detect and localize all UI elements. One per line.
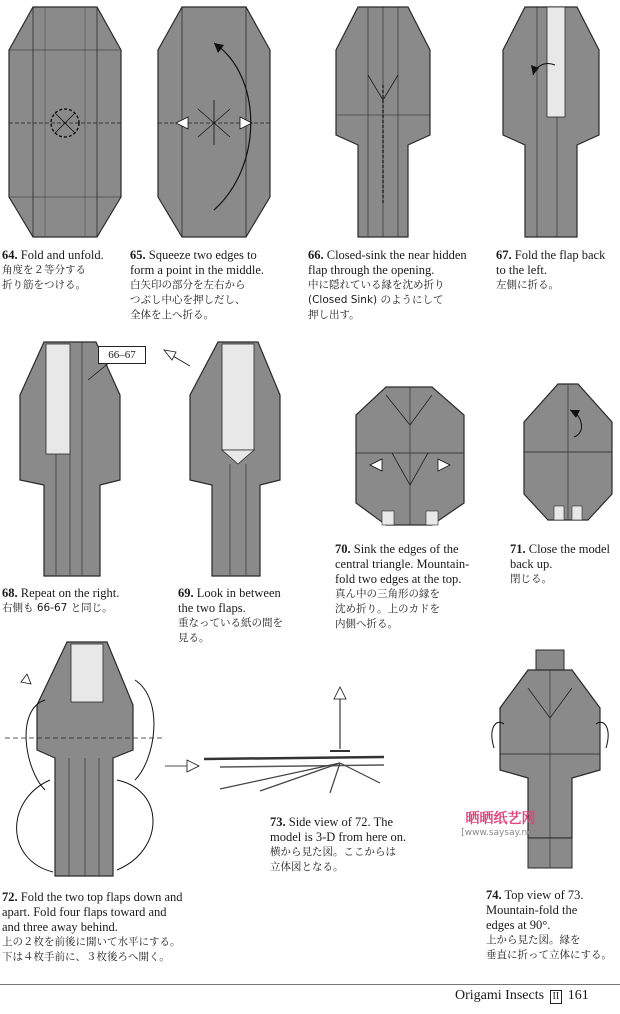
- diagram-step-71: [518, 382, 618, 527]
- caption-step-69: 69. Look in between the two flaps. 重なっている紙の間を 見る。: [178, 586, 283, 644]
- diagram-step-74: [492, 648, 608, 880]
- caption-step-65: 65. Squeeze two edges to form a point in the middle. 白矢印の部分を左右から つぶし中心を押しだし、 全体を上へ折る。: [130, 248, 265, 321]
- page-number: 161: [567, 988, 589, 1003]
- caption-step-71: 71. Close the model back up. 閉じる。: [510, 542, 610, 585]
- diagram-step-69: [160, 340, 285, 580]
- diagram-step-68: [12, 340, 132, 580]
- caption-step-70: 70. Sink the edges of the central triangle. Mountain- fold two edges at the top. 真ん中の三角形の縁を 沈め折り。上のカドを 内側へ折る。: [335, 542, 470, 630]
- caption-step-72: 72. Fold the two top flaps down and apart. Fold four flaps toward and and three away behind. 上の２枚を前後に開いて水平にする。 下は４枚手前に、３枚後ろへ開く。: [2, 890, 183, 963]
- caption-step-66: 66. Closed-sink the near hidden flap through the opening. 中に隠れている縁を沈め折り (Closed Sink) のようにして 押し出す。: [308, 248, 467, 321]
- diagram-step-73: [200, 685, 390, 795]
- caption-step-67: 67. Fold the flap back to the left. 左側に折る。: [496, 248, 606, 291]
- book-title: Origami Insects: [455, 988, 545, 1003]
- footer-rule: [0, 984, 620, 985]
- page-footer: [455, 988, 589, 1004]
- caption-step-64: 64. Fold and unfold. 角度を２等分する 折り筋をつける。: [2, 248, 104, 291]
- diagram-step-70: [352, 385, 472, 535]
- diagram-step-64: [5, 5, 125, 240]
- caption-step-68: 68. Repeat on the right. 右側も 66-67 と同じ。: [2, 586, 120, 614]
- watermark: 晒晒纸艺网 [www.saysay.net]: [461, 811, 540, 838]
- caption-step-74: 74. Top view of 73. Mountain-fold the edges at 90°. 上から見た図。縁を 垂直に折って立体にする。: [486, 888, 612, 961]
- reference-label: 66–67: [98, 346, 146, 364]
- volume-number: II: [550, 990, 563, 1004]
- diagram-step-67: [497, 5, 607, 240]
- diagram-step-65: [154, 5, 274, 240]
- caption-step-73: 73. Side view of 72. The model is 3-D from here on. 横から見た図。ここからは 立体図となる。: [270, 815, 407, 873]
- diagram-step-72: [5, 640, 205, 880]
- diagram-step-66: [328, 5, 438, 240]
